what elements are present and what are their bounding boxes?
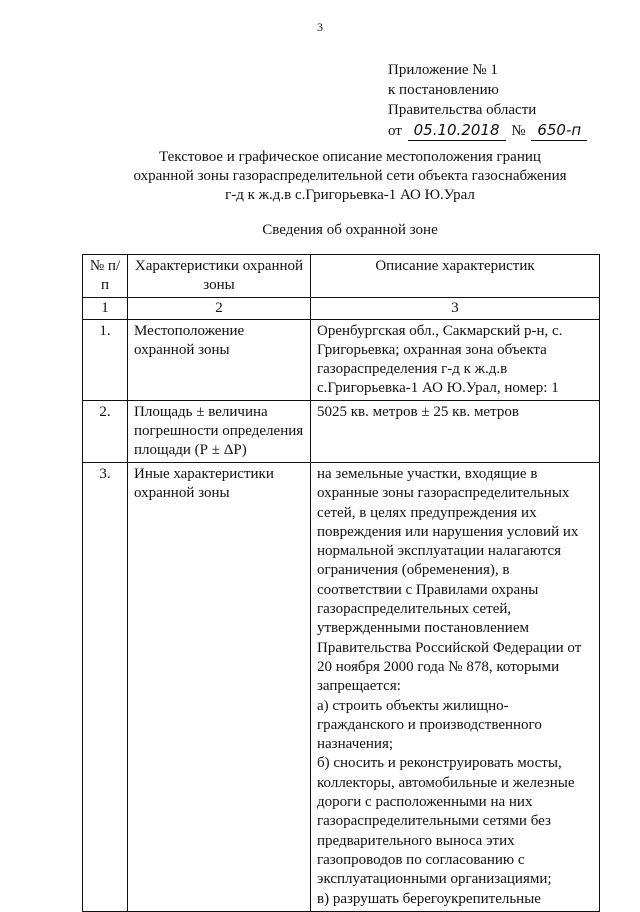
row-number: 2. [83, 401, 128, 463]
row-characteristic: Иные характеристики охранной зоны [128, 463, 311, 912]
handwritten-date: 05.10.2018 [408, 120, 506, 141]
title-line-2: охранной зоны газораспределительной сети объекта газоснабжения [133, 168, 567, 184]
restrictions-intro: на земельные участки, входящие в охранные зоны газораспределительных сетей, в целях предупреждения их повреждения или нарушения условий их нормальной эксплуатации налагаются ограничения (обременения), в соответствии с Правилами охраны газораспределительных сетей, утвержденными постановлением Правительства Российской Федерации от 20 ноября 2000 года № 878, которыми запрещается: [317, 466, 582, 695]
header-num: № п/п [83, 255, 128, 298]
table-index-row [83, 298, 600, 320]
row-description [311, 463, 600, 912]
table-header-row [83, 255, 600, 298]
document-title [80, 148, 620, 205]
appendix-line-2: к постановлению [388, 82, 499, 98]
table-row [83, 401, 600, 463]
row-number: 3. [83, 463, 128, 912]
header-characteristics: Характеристики охранной зоны [128, 255, 311, 298]
from-label: от [388, 123, 402, 139]
restriction-item-a: а) строить объекты жилищно-гражданского и производственного назначения; [317, 697, 542, 753]
section-subtitle: Сведения об охранной зоне [262, 222, 438, 238]
zone-info-table [82, 254, 600, 912]
title-line-3: г-д к ж.д.в с.Григорьевка-1 АО Ю.Урал [225, 187, 475, 203]
appendix-line-3: Правительства области [388, 102, 537, 118]
header-description: Описание характеристик [311, 255, 600, 298]
table-row [83, 320, 600, 401]
row-description: 5025 кв. метров ± 25 кв. метров [311, 401, 600, 463]
index-cell-2: 2 [128, 298, 311, 320]
row-characteristic: Площадь ± величина погрешности определения площади (Р ± ΔР) [128, 401, 311, 463]
appendix-block [388, 60, 589, 141]
row-characteristic: Местоположение охранной зоны [128, 320, 311, 401]
appendix-line-1: Приложение № 1 [388, 62, 498, 78]
page-number: 3 [317, 20, 323, 34]
index-cell-1: 1 [83, 298, 128, 320]
restriction-item-b: б) сносить и реконструировать мосты, коллекторы, автомобильные и железные дороги с расположенными на них газораспределительными сетями без предварительного выноса этих газопроводов по согласованию с эксплуатационными организациями; [317, 755, 575, 888]
row-number: 1. [83, 320, 128, 401]
table-row [83, 463, 600, 912]
appendix-date-line [388, 120, 589, 141]
handwritten-number: 650-п [531, 120, 587, 141]
index-cell-3: 3 [311, 298, 600, 320]
title-line-1: Текстовое и графическое описание местоположения границ [159, 149, 541, 165]
number-label: № [511, 123, 526, 139]
restriction-item-c: в) разрушать берегоукрепительные [317, 890, 541, 907]
row-description: Оренбургская обл., Сакмарский р-н, с. Григорьевка; охранная зона объекта газораспределения г-д к ж.д.в с.Григорьевка-1 АО Ю.Урал, номер: 1 [311, 320, 600, 401]
